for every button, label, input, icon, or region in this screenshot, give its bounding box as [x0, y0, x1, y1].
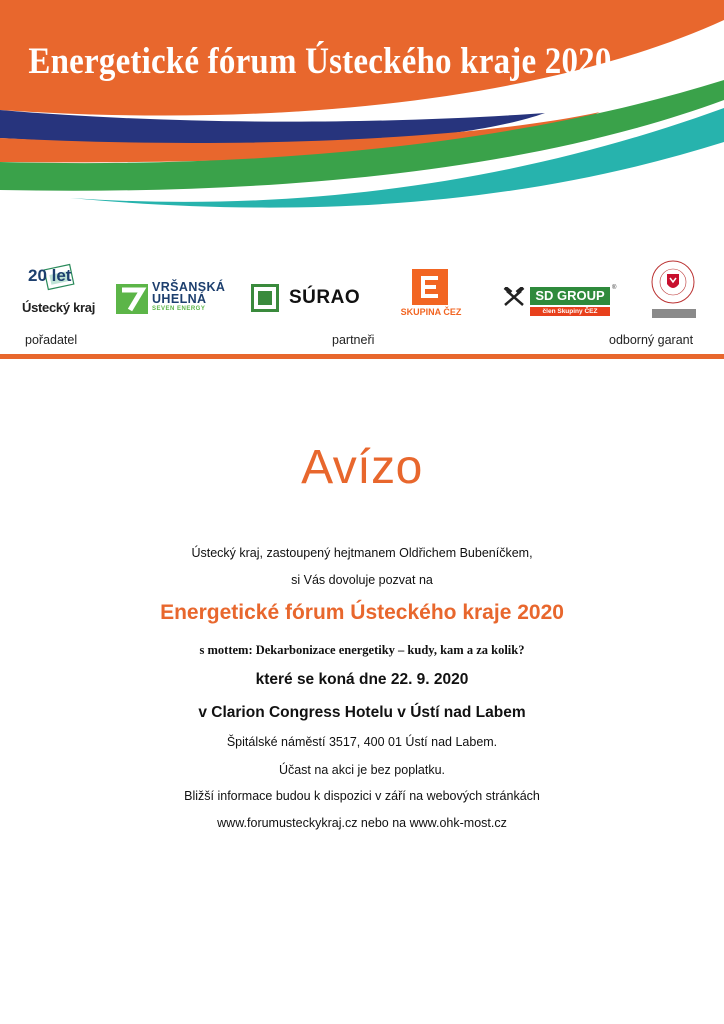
- fee-line: Účast na akci je bez poplatku.: [278, 763, 446, 777]
- websites-line: www.forumusteckykraj.cz nebo na www.ohk-most.cz: [217, 816, 507, 830]
- orange-divider: [0, 354, 724, 359]
- cez-name: SKUPINA ČEZ: [400, 307, 462, 317]
- vrsanska-uhelna-logo: [116, 281, 228, 317]
- surao-logo: [251, 284, 361, 314]
- sd-registered-mark: ®: [612, 285, 617, 291]
- vrsanska-line2: UHELNÁ: [152, 292, 207, 306]
- info-line: Bližší informace budou k dispozici v září na webových stránkách: [184, 789, 540, 803]
- logos-row: [0, 255, 724, 325]
- chamber-seal-icon: [650, 259, 696, 305]
- header-banner: [0, 0, 724, 225]
- invite-line: si Vás dovoluje pozvat na: [291, 573, 433, 587]
- anniversary-badge-icon: [28, 261, 80, 291]
- surao-name: SÚRAO: [289, 287, 361, 308]
- sd-group-logo: [500, 287, 618, 319]
- surao-square-icon: [251, 284, 279, 312]
- sd-group-subtitle: člen Skupiny ČEZ: [530, 307, 610, 316]
- seven-icon: [116, 284, 148, 314]
- organizer-label: pořadatel: [25, 333, 78, 347]
- skupina-cez-logo: [396, 269, 466, 319]
- event-title: Energetické fórum Ústeckého kraje 2020: [160, 601, 564, 624]
- vrsanska-subtitle: SEVEN ENERGY: [152, 306, 206, 312]
- vrsanska-line1: VRŠANSKÁ: [152, 280, 226, 294]
- ohk-plate: [652, 309, 696, 318]
- date-line: které se koná dne 22. 9. 2020: [255, 671, 469, 688]
- guarantor-label: odborný garant: [609, 333, 694, 347]
- address-line: Špitálské náměstí 3517, 400 01 Ústí nad Labem.: [226, 735, 498, 749]
- partners-label: partneři: [332, 333, 375, 347]
- vrsanska-name: [152, 281, 225, 305]
- ustecky-kraj-name: Ústecký kraj: [22, 300, 96, 315]
- banner-swoosh-graphic: [0, 0, 724, 225]
- ohk-most-logo: [648, 259, 700, 319]
- page-heading: Avízo: [301, 441, 423, 494]
- crossed-hammers-icon: [502, 287, 526, 307]
- intro-line: Ústecký kraj, zastoupený hejtmanem Oldřichem Bubeníčkem,: [191, 546, 533, 560]
- banner-title: Energetické fórum Ústeckého kraje 2020: [28, 41, 612, 83]
- cez-mark-icon: [412, 269, 448, 305]
- sd-group-name: SD GROUP: [530, 287, 610, 305]
- ustecky-kraj-logo: [22, 261, 96, 323]
- badge-number: 20 let: [28, 266, 72, 285]
- motto-line: s mottem: Dekarbonizace energetiky – kudy, kam a za kolik?: [199, 643, 525, 657]
- venue-line: v Clarion Congress Hotelu v Ústí nad Labem: [198, 704, 526, 721]
